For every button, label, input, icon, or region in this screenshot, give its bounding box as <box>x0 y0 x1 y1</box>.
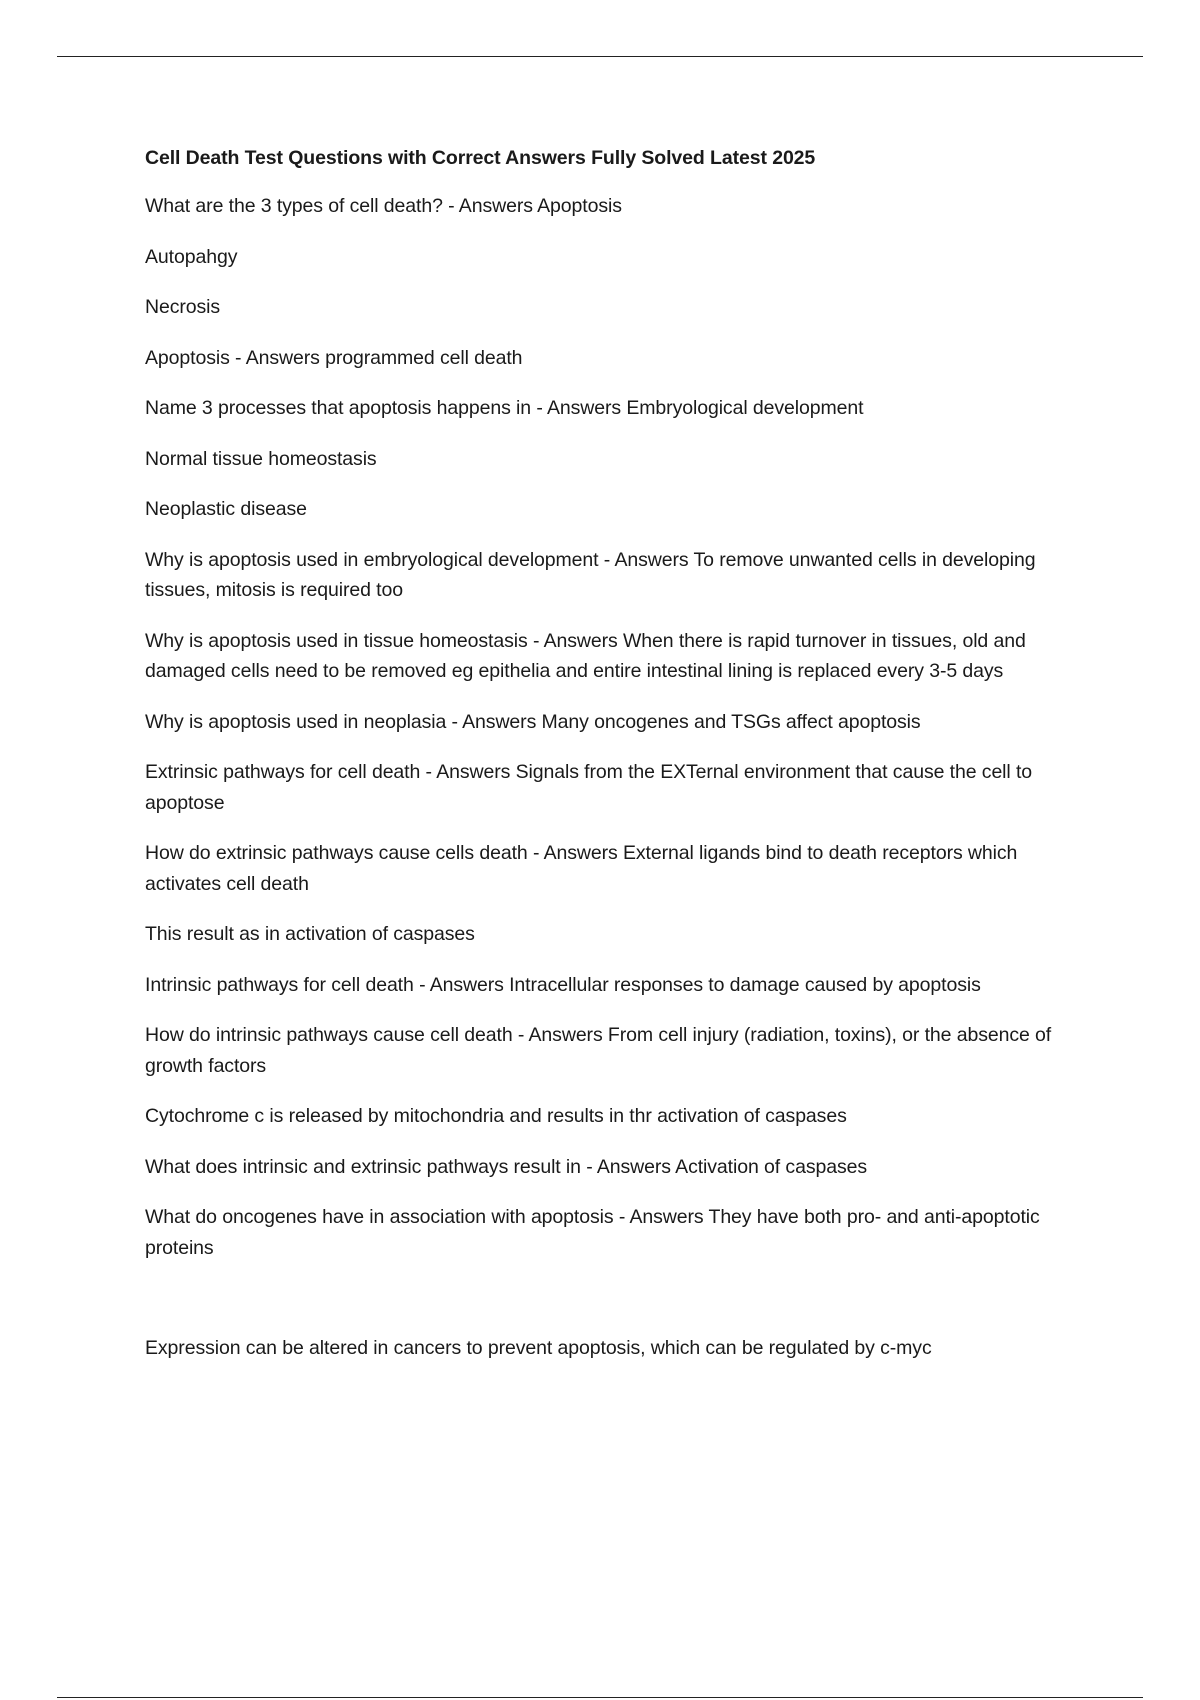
paragraph: Why is apoptosis used in embryological development - Answers To remove unwanted cells in developing tissues, mitosis is required too <box>145 548 1036 601</box>
blank-line <box>145 1283 1095 1333</box>
paragraph: How do extrinsic pathways cause cells death - Answers External ligands bind to death receptors which activates cell death <box>145 842 1018 895</box>
paragraph: This result as in activation of caspases <box>145 923 475 945</box>
paragraph: Extrinsic pathways for cell death - Answers Signals from the EXTernal environment that cause the cell to apoptose <box>145 761 1033 814</box>
paragraph: Intrinsic pathways for cell death - Answers Intracellular responses to damage caused by apoptosis <box>145 973 981 996</box>
paragraph: What do oncogenes have in association with apoptosis - Answers They have both pro- and anti-apoptotic proteins <box>145 1206 1040 1259</box>
document-title: Cell Death Test Questions with Correct Answers Fully Solved Latest 2025 <box>145 147 816 169</box>
paragraph: Neoplastic disease <box>145 498 307 520</box>
paragraph: What are the 3 types of cell death? - Answers Apoptosis <box>145 195 622 217</box>
paragraph: Cytochrome c is released by mitochondria and results in thr activation of caspases <box>145 1105 847 1127</box>
header-rule <box>57 56 1143 57</box>
paragraph: Name 3 processes that apoptosis happens in - Answers Embryological development <box>145 397 864 419</box>
paragraph: How do intrinsic pathways cause cell death - Answers From cell injury (radiation, toxins), or the absence of growth factors <box>145 1024 1052 1077</box>
paragraph: Why is apoptosis used in neoplasia - Answers Many oncogenes and TSGs affect apoptosis <box>145 710 921 733</box>
document-body <box>145 144 1095 1384</box>
paragraph: What does intrinsic and extrinsic pathways result in - Answers Activation of caspases <box>145 1155 867 1178</box>
paragraph: Autopahgy <box>145 245 238 268</box>
footer-rule <box>57 1697 1143 1698</box>
paragraph: Normal tissue homeostasis <box>145 447 377 470</box>
paragraph: Necrosis <box>145 296 221 318</box>
paragraph: Expression can be altered in cancers to prevent apoptosis, which can be regulated by c-myc <box>145 1337 932 1359</box>
paragraph: Why is apoptosis used in tissue homeostasis - Answers When there is rapid turnover in tissues, old and damaged cells need to be removed eg epithelia and entire intestinal lining is replaced every 3-5 days <box>145 629 1026 682</box>
paragraph: Apoptosis - Answers programmed cell death <box>145 346 523 369</box>
